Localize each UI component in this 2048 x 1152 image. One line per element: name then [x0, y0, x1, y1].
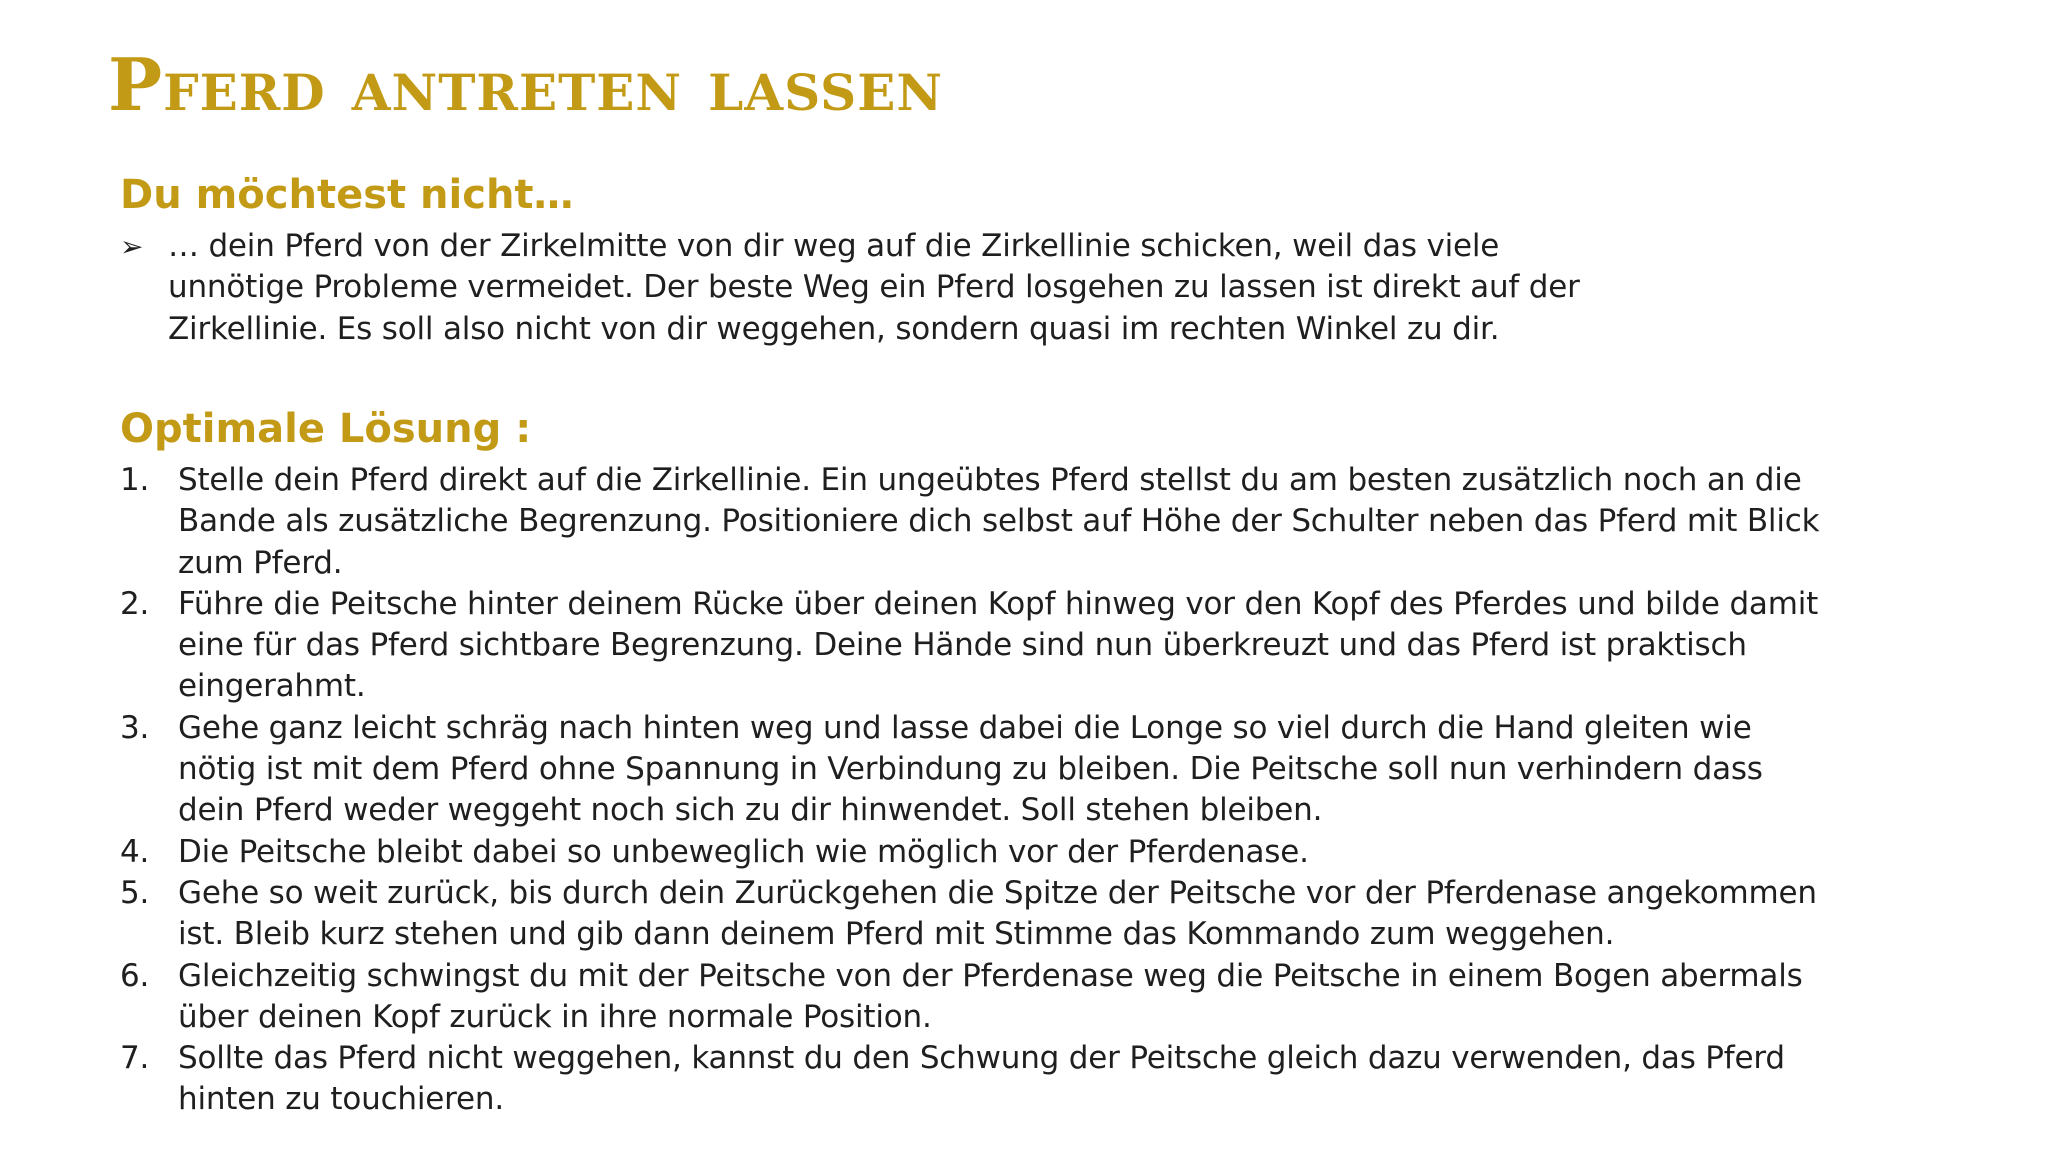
step-line: Stelle dein Pferd direkt auf die Zirkellinie. Ein ungeübtes Pferd stellst du am besten zusätzlich noch an die [178, 462, 1802, 498]
step-number: 4. [120, 833, 150, 870]
step-line: ist. Bleib kurz stehen und gib dann deinem Pferd mit Stimme das Kommando zum weggehen. [178, 916, 1615, 953]
step-line: Die Peitsche bleibt dabei so unbeweglich wie möglich vor der Pferdenase. [178, 833, 1309, 870]
step-line: dein Pferd weder weggeht noch sich zu dir hinwendet. Soll stehen bleiben. [178, 792, 1323, 829]
step-number: 1. [120, 462, 150, 498]
bullet-line: unnötige Probleme vermeidet. Der beste Weg ein Pferd losgehen zu lassen ist direkt auf der [168, 269, 1580, 306]
step-item [120, 708, 1890, 832]
solution-steps-list [120, 460, 1890, 1121]
step-line: eingerahmt. [178, 668, 366, 705]
step-line: hinten zu touchieren. [178, 1081, 504, 1118]
step-line: Gehe so weit zurück, bis durch dein Zurückgehen die Spitze der Peitsche vor der Pferdenase angekommen [178, 874, 1817, 911]
step-item [120, 832, 1890, 873]
step-line: Bande als zusätzliche Begrenzung. Positioniere dich selbst auf Höhe der Schulter neben das Pferd mit Blick [178, 503, 1820, 540]
step-line: nötig ist mit dem Pferd ohne Spannung in Verbindung zu bleiben. Die Peitsche soll nun verhindern dass [178, 751, 1763, 788]
slide-title: Pferd antreten lassen [108, 42, 944, 127]
solution-heading: Optimale Lösung : [120, 406, 532, 452]
step-number: 6. [120, 957, 150, 994]
step-number: 7. [120, 1040, 150, 1077]
step-item [120, 1038, 1890, 1121]
bullet-line: … dein Pferd von der Zirkelmitte von dir weg auf die Zirkellinie schicken, weil das viele [168, 228, 1500, 264]
step-line: Sollte das Pferd nicht weggehen, kannst du den Schwung der Peitsche gleich dazu verwenden, das Pferd [178, 1040, 1785, 1077]
step-item [120, 873, 1890, 956]
bullet-line: Zirkellinie. Es soll also nicht von dir weggehen, sondern quasi im rechten Winkel zu dir. [168, 310, 1500, 347]
step-line: Gehe ganz leicht schräg nach hinten weg und lasse dabei die Longe so viel durch die Hand gleiten wie [178, 709, 1752, 746]
avoid-bullet-text [168, 226, 1728, 350]
step-number: 2. [120, 585, 150, 622]
step-number: 3. [120, 709, 150, 746]
step-item [120, 584, 1890, 708]
step-line: eine für das Pferd sichtbare Begrenzung. Deine Hände sind nun überkreuzt und das Pferd ist praktisch [178, 627, 1747, 664]
step-line: über deinen Kopf zurück in ihre normale Position. [178, 998, 932, 1035]
avoid-heading: Du möchtest nicht… [120, 172, 574, 218]
step-item [120, 956, 1890, 1039]
step-line: Führe die Peitsche hinter deinem Rücke über deinen Kopf hinweg vor den Kopf des Pferdes und bilde damit [178, 585, 1819, 622]
step-line: zum Pferd. [178, 544, 343, 581]
step-item [120, 460, 1890, 584]
step-line: Gleichzeitig schwingst du mit der Peitsche von der Pferdenase weg die Peitsche in einem Bogen abermals [178, 957, 1803, 994]
arrow-bullet-icon: ➢ [120, 230, 144, 263]
step-number: 5. [120, 874, 150, 911]
